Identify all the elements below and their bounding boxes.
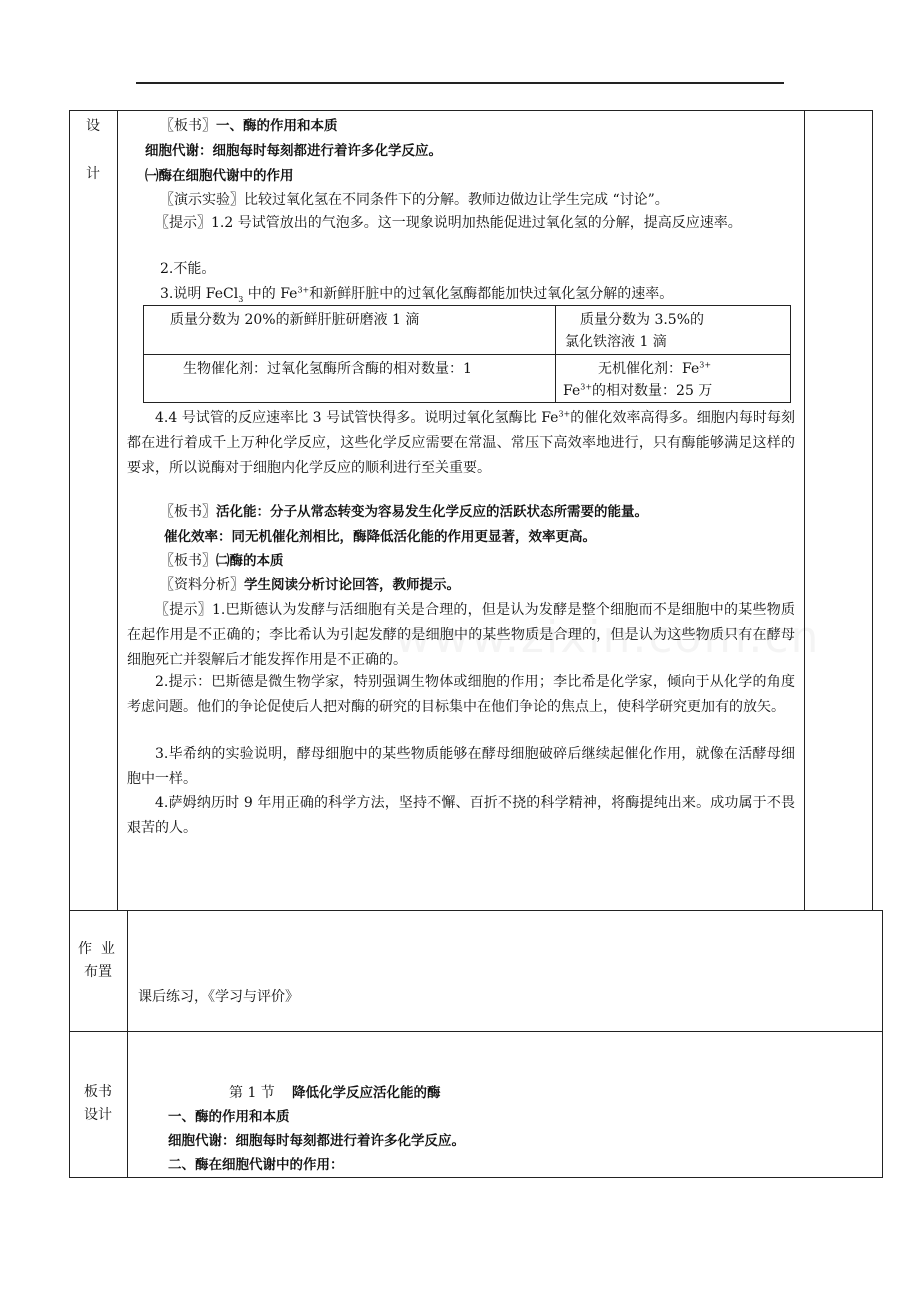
design-notes-divider — [804, 110, 805, 911]
hint-paragraph-7: 3.毕希纳的实验说明，酵母细胞中的某些物质能够在酵母细胞破碎后继续起催化作用，就像在活酵母细胞中一样。 — [127, 746, 795, 787]
board-label-divider — [127, 1031, 128, 1178]
homework-text: 课后练习，《学习与评价》 — [138, 989, 299, 1005]
header-rule — [136, 82, 784, 84]
instruction-text: 学生阅读分析讨论回答，教师提示。 — [244, 577, 460, 593]
hint-paragraph-6: 2.提示：巴斯德是微生物学家，特别强调生物体或细胞的作用；李比希是化学家，倾向于从化学的角度考虑问题。他们的争论促使后人把对酶的研究的目标集中在他们争论的焦点上，使科学研究更加有的放矢。 — [127, 674, 795, 715]
data-analysis-line — [160, 575, 460, 595]
text-run: Fe — [563, 383, 581, 399]
superscript: 3+ — [580, 382, 593, 392]
board-item-1: 一、酶的作用和本质 — [168, 1109, 290, 1125]
table-cell-r1c1: 质量分数为 20%的新鲜肝脏研磨液 1 滴 — [170, 312, 420, 328]
board-title: 降低化学反应活化能的酶 — [292, 1085, 441, 1101]
bracket-label: 〖板书〗 — [160, 504, 216, 520]
homework-label-bottom: 布置 — [84, 964, 112, 980]
subscript: 3 — [238, 294, 244, 304]
board-item-2: 细胞代谢：细胞每时每刻都进行着许多化学反应。 — [168, 1133, 465, 1149]
design-label-divider — [117, 110, 118, 911]
hint-item-2: 2.不能。 — [160, 261, 216, 277]
catalytic-efficiency-line: 催化效率：同无机催化剂相比，酶降低活化能的作用更显著，效率更高。 — [164, 529, 596, 545]
board-section-number: 第 1 节 — [229, 1085, 275, 1101]
table-col-divider — [555, 305, 556, 403]
bracket-label: 〖资料分析〗 — [160, 577, 244, 593]
homework-label-divider — [127, 910, 128, 1032]
text-run: 的催化效率高得多。细胞内每时每刻都在进行着成千上万种化学反应，这些化学反应需要在常温、常压下高效率地进行，只有酶能够满足这样的要求，所以说酶对于细胞内化学反应的顺利进行至关重要。 — [127, 410, 795, 476]
bracket-label: 〖板书〗 — [160, 553, 216, 569]
board-label-top: 板书 — [84, 1084, 112, 1100]
definition-text: 活化能：分子从常态转变为容易发生化学反应的活跃状态所需要的能量。 — [216, 504, 648, 520]
text-run: 3.说明 FeCl — [160, 286, 239, 302]
homework-section — [69, 910, 883, 1032]
demo-experiment-line: 〖演示实验〗比较过氧化氢在不同条件下的分解。教师边做边让学生完成 “讨论”。 — [160, 192, 669, 208]
text-run: 的相对数量：25 万 — [592, 383, 713, 399]
table-cell-r2c2b — [563, 380, 712, 402]
design-label-bottom: 计 — [86, 166, 100, 182]
heading-text: ㈡酶的本质 — [216, 553, 284, 569]
table-cell-r1c2a: 质量分数为 3.5%的 — [580, 312, 705, 328]
homework-label-top: 作 业 — [78, 941, 115, 957]
superscript: 3+ — [297, 285, 310, 295]
board-label-bottom: 设计 — [84, 1107, 112, 1123]
table-cell-r1c2b: 氯化铁溶液 1 滴 — [565, 334, 667, 350]
superscript: 3+ — [699, 360, 712, 370]
text-run: 无机催化剂：Fe — [598, 361, 700, 377]
board-item-3: 二、酶在细胞代谢中的作用： — [168, 1157, 344, 1173]
hint-paragraph-4 — [127, 406, 795, 481]
table-row-divider — [143, 354, 791, 355]
cell-metabolism-line: 细胞代谢：细胞每时每刻都进行着许多化学反应。 — [145, 143, 442, 159]
hint-paragraph-1: 〖提示〗1.2 号试管放出的气泡多。这一现象说明加热能促进过氧化氢的分解，提高反应速率。 — [155, 215, 742, 231]
table-cell-r2c2a — [598, 358, 711, 380]
hint-paragraph-8: 4.萨姆纳历时 9 年用正确的科学方法，坚持不懈、百折不挠的科学精神，将酶提纯出来。成功属于不畏艰苦的人。 — [127, 795, 795, 836]
enzyme-nature-heading — [160, 551, 284, 571]
activation-energy-line — [160, 502, 648, 522]
board-heading-1 — [160, 116, 338, 136]
design-label-top: 设 — [86, 118, 100, 134]
table-cell-r2c1: 生物催化剂：过氧化氢酶所含酶的相对数量：1 — [183, 361, 472, 377]
hint-item-3 — [160, 284, 673, 304]
bracket-label: 〖板书〗 — [160, 118, 216, 134]
text-run: 和新鲜肝脏中的过氧化氢酶都能加快过氧化氢分解的速率。 — [309, 286, 674, 302]
hint-paragraph-5: 〖提示〗1.巴斯德认为发酵与活细胞有关是合理的，但是认为发酵是整个细胞而不是细胞中的某些物质在起作用是不正确的；李比希认为引起发酵的是细胞中的某些物质是合理的，但是认为这些物质只有在酵母细胞死亡并裂解后才能发挥作用是不正确的。 — [127, 602, 795, 668]
superscript: 3+ — [558, 409, 571, 419]
heading-text: 一、酶的作用和本质 — [216, 118, 338, 134]
subheading-enzyme-role: ㈠酶在细胞代谢中的作用 — [145, 168, 294, 184]
text-run: 4.4 号试管的反应速率比 3 号试管快得多。说明过氧化氢酶比 Fe — [155, 410, 559, 426]
text-run: 中的 Fe — [243, 286, 298, 302]
